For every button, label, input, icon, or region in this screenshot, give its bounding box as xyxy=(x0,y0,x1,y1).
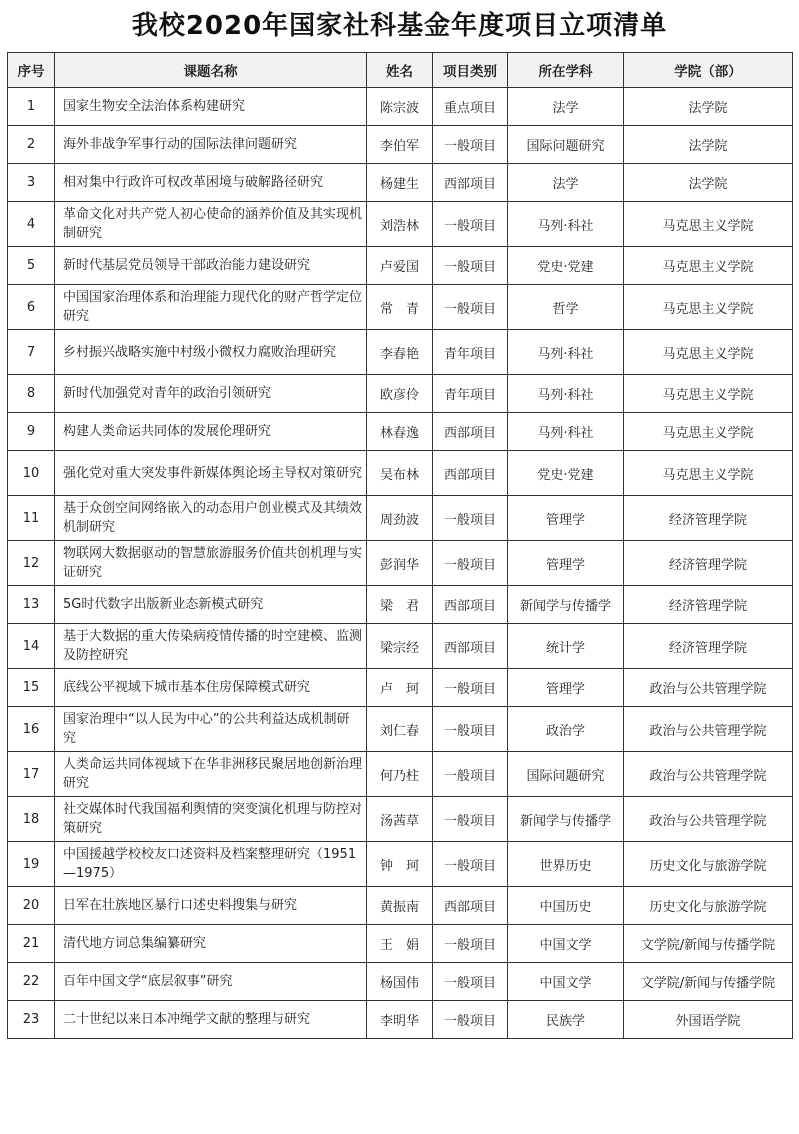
name-cell: 常 青 xyxy=(367,285,433,330)
category-cell: 西部项目 xyxy=(433,624,508,669)
serial-cell: 23 xyxy=(8,1001,55,1039)
table-row xyxy=(8,925,793,963)
college-cell: 法学院 xyxy=(624,164,793,202)
name-cell: 刘浩林 xyxy=(367,202,433,247)
table-row xyxy=(8,126,793,164)
table-row xyxy=(8,1001,793,1039)
name-cell: 杨国伟 xyxy=(367,963,433,1001)
category-cell: 西部项目 xyxy=(433,887,508,925)
name-cell: 黄振南 xyxy=(367,887,433,925)
name-cell: 陈宗波 xyxy=(367,88,433,126)
topic-cell: 日军在壮族地区暴行口述史料搜集与研究 xyxy=(55,887,367,925)
category-cell: 西部项目 xyxy=(433,451,508,496)
table-row xyxy=(8,707,793,752)
name-cell: 李明华 xyxy=(367,1001,433,1039)
college-cell: 文学院/新闻与传播学院 xyxy=(624,963,793,1001)
serial-cell: 2 xyxy=(8,126,55,164)
topic-cell: 5G时代数字出版新业态新模式研究 xyxy=(55,586,367,624)
category-cell: 西部项目 xyxy=(433,413,508,451)
topic-cell: 百年中国文学“底层叙事”研究 xyxy=(55,963,367,1001)
college-cell: 历史文化与旅游学院 xyxy=(624,887,793,925)
serial-cell: 19 xyxy=(8,842,55,887)
discipline-cell: 民族学 xyxy=(508,1001,624,1039)
discipline-cell: 马列·科社 xyxy=(508,202,624,247)
college-cell: 马克思主义学院 xyxy=(624,202,793,247)
college-cell: 政治与公共管理学院 xyxy=(624,669,793,707)
category-cell: 一般项目 xyxy=(433,707,508,752)
table-row xyxy=(8,413,793,451)
college-cell: 法学院 xyxy=(624,126,793,164)
college-cell: 政治与公共管理学院 xyxy=(624,752,793,797)
serial-cell: 15 xyxy=(8,669,55,707)
serial-cell: 21 xyxy=(8,925,55,963)
serial-cell: 22 xyxy=(8,963,55,1001)
table-row xyxy=(8,330,793,375)
table-row xyxy=(8,375,793,413)
category-cell: 青年项目 xyxy=(433,375,508,413)
name-cell: 彭润华 xyxy=(367,541,433,586)
discipline-cell: 新闻学与传播学 xyxy=(508,797,624,842)
name-cell: 李伯军 xyxy=(367,126,433,164)
college-cell: 经济管理学院 xyxy=(624,586,793,624)
college-cell: 马克思主义学院 xyxy=(624,285,793,330)
topic-cell: 中国国家治理体系和治理能力现代化的财产哲学定位研究 xyxy=(55,285,367,330)
topic-cell: 中国援越学校校友口述资料及档案整理研究（1951—1975） xyxy=(55,842,367,887)
header-category: 项目类别 xyxy=(433,53,508,88)
discipline-cell: 中国历史 xyxy=(508,887,624,925)
discipline-cell: 法学 xyxy=(508,164,624,202)
serial-cell: 12 xyxy=(8,541,55,586)
discipline-cell: 管理学 xyxy=(508,496,624,541)
category-cell: 一般项目 xyxy=(433,797,508,842)
category-cell: 一般项目 xyxy=(433,202,508,247)
serial-cell: 6 xyxy=(8,285,55,330)
college-cell: 历史文化与旅游学院 xyxy=(624,842,793,887)
table-row xyxy=(8,285,793,330)
category-cell: 一般项目 xyxy=(433,842,508,887)
serial-cell: 9 xyxy=(8,413,55,451)
serial-cell: 4 xyxy=(8,202,55,247)
table-row xyxy=(8,586,793,624)
serial-cell: 10 xyxy=(8,451,55,496)
header-name: 姓名 xyxy=(367,53,433,88)
serial-cell: 5 xyxy=(8,247,55,285)
category-cell: 一般项目 xyxy=(433,752,508,797)
page-title: 我校2020年国家社科基金年度项目立项清单 xyxy=(131,11,668,41)
topic-cell: 构建人类命运共同体的发展伦理研究 xyxy=(55,413,367,451)
name-cell: 王 娟 xyxy=(367,925,433,963)
serial-cell: 8 xyxy=(8,375,55,413)
topic-cell: 相对集中行政许可权改革困境与破解路径研究 xyxy=(55,164,367,202)
header-serial: 序号 xyxy=(8,53,55,88)
discipline-cell: 管理学 xyxy=(508,541,624,586)
category-cell: 青年项目 xyxy=(433,330,508,375)
serial-cell: 13 xyxy=(8,586,55,624)
name-cell: 梁宗经 xyxy=(367,624,433,669)
college-cell: 政治与公共管理学院 xyxy=(624,797,793,842)
college-cell: 经济管理学院 xyxy=(624,624,793,669)
serial-cell: 14 xyxy=(8,624,55,669)
topic-cell: 底线公平视域下城市基本住房保障模式研究 xyxy=(55,669,367,707)
table-row xyxy=(8,669,793,707)
discipline-cell: 政治学 xyxy=(508,707,624,752)
discipline-cell: 国际问题研究 xyxy=(508,752,624,797)
name-cell: 李春艳 xyxy=(367,330,433,375)
category-cell: 一般项目 xyxy=(433,285,508,330)
discipline-cell: 管理学 xyxy=(508,669,624,707)
name-cell: 汤茜草 xyxy=(367,797,433,842)
topic-cell: 基于大数据的重大传染病疫情传播的时空建模、监测及防控研究 xyxy=(55,624,367,669)
category-cell: 一般项目 xyxy=(433,669,508,707)
discipline-cell: 统计学 xyxy=(508,624,624,669)
table-row xyxy=(8,88,793,126)
topic-cell: 强化党对重大突发事件新媒体舆论场主导权对策研究 xyxy=(55,451,367,496)
topic-cell: 新时代基层党员领导干部政治能力建设研究 xyxy=(55,247,367,285)
discipline-cell: 马列·科社 xyxy=(508,330,624,375)
topic-cell: 二十世纪以来日本冲绳学文献的整理与研究 xyxy=(55,1001,367,1039)
table-row xyxy=(8,202,793,247)
college-cell: 政治与公共管理学院 xyxy=(624,707,793,752)
name-cell: 杨建生 xyxy=(367,164,433,202)
name-cell: 周劲波 xyxy=(367,496,433,541)
college-cell: 文学院/新闻与传播学院 xyxy=(624,925,793,963)
topic-cell: 物联网大数据驱动的智慧旅游服务价值共创机理与实证研究 xyxy=(55,541,367,586)
serial-cell: 7 xyxy=(8,330,55,375)
category-cell: 一般项目 xyxy=(433,925,508,963)
topic-cell: 基于众创空间网络嵌入的动态用户创业模式及其绩效机制研究 xyxy=(55,496,367,541)
discipline-cell: 中国文学 xyxy=(508,925,624,963)
topic-cell: 清代地方词总集编纂研究 xyxy=(55,925,367,963)
table-row xyxy=(8,541,793,586)
discipline-cell: 马列·科社 xyxy=(508,413,624,451)
table-row xyxy=(8,842,793,887)
serial-cell: 1 xyxy=(8,88,55,126)
name-cell: 钟 珂 xyxy=(367,842,433,887)
header-college: 学院（部） xyxy=(624,53,793,88)
topic-cell: 人类命运共同体视域下在华非洲移民聚居地创新治理研究 xyxy=(55,752,367,797)
serial-cell: 11 xyxy=(8,496,55,541)
discipline-cell: 马列·科社 xyxy=(508,375,624,413)
serial-cell: 17 xyxy=(8,752,55,797)
category-cell: 一般项目 xyxy=(433,541,508,586)
topic-cell: 国家生物安全法治体系构建研究 xyxy=(55,88,367,126)
discipline-cell: 中国文学 xyxy=(508,963,624,1001)
table-row xyxy=(8,164,793,202)
category-cell: 重点项目 xyxy=(433,88,508,126)
topic-cell: 乡村振兴战略实施中村级小微权力腐败治理研究 xyxy=(55,330,367,375)
discipline-cell: 哲学 xyxy=(508,285,624,330)
college-cell: 马克思主义学院 xyxy=(624,375,793,413)
name-cell: 刘仁春 xyxy=(367,707,433,752)
discipline-cell: 党史·党建 xyxy=(508,247,624,285)
table-row xyxy=(8,797,793,842)
college-cell: 马克思主义学院 xyxy=(624,330,793,375)
name-cell: 林春逸 xyxy=(367,413,433,451)
table-row xyxy=(8,247,793,285)
table-body xyxy=(8,88,793,1039)
topic-cell: 国家治理中“以人民为中心”的公共利益达成机制研究 xyxy=(55,707,367,752)
table-row xyxy=(8,624,793,669)
category-cell: 西部项目 xyxy=(433,164,508,202)
discipline-cell: 世界历史 xyxy=(508,842,624,887)
name-cell: 卢 珂 xyxy=(367,669,433,707)
college-cell: 法学院 xyxy=(624,88,793,126)
serial-cell: 18 xyxy=(8,797,55,842)
serial-cell: 3 xyxy=(8,164,55,202)
table-row xyxy=(8,752,793,797)
discipline-cell: 国际问题研究 xyxy=(508,126,624,164)
header-discipline: 所在学科 xyxy=(508,53,624,88)
college-cell: 马克思主义学院 xyxy=(624,413,793,451)
category-cell: 一般项目 xyxy=(433,496,508,541)
category-cell: 一般项目 xyxy=(433,1001,508,1039)
discipline-cell: 法学 xyxy=(508,88,624,126)
topic-cell: 社交媒体时代我国福利舆情的突变演化机理与防控对策研究 xyxy=(55,797,367,842)
name-cell: 吴布林 xyxy=(367,451,433,496)
category-cell: 一般项目 xyxy=(433,247,508,285)
topic-cell: 新时代加强党对青年的政治引领研究 xyxy=(55,375,367,413)
topic-cell: 革命文化对共产党人初心使命的涵养价值及其实现机制研究 xyxy=(55,202,367,247)
name-cell: 梁 君 xyxy=(367,586,433,624)
college-cell: 马克思主义学院 xyxy=(624,247,793,285)
name-cell: 何乃柱 xyxy=(367,752,433,797)
college-cell: 经济管理学院 xyxy=(624,496,793,541)
table-row xyxy=(8,451,793,496)
college-cell: 经济管理学院 xyxy=(624,541,793,586)
header-topic: 课题名称 xyxy=(55,53,367,88)
serial-cell: 16 xyxy=(8,707,55,752)
name-cell: 卢爱国 xyxy=(367,247,433,285)
category-cell: 西部项目 xyxy=(433,586,508,624)
college-cell: 马克思主义学院 xyxy=(624,451,793,496)
name-cell: 欧彦伶 xyxy=(367,375,433,413)
college-cell: 外国语学院 xyxy=(624,1001,793,1039)
table-row xyxy=(8,887,793,925)
topic-cell: 海外非战争军事行动的国际法律问题研究 xyxy=(55,126,367,164)
category-cell: 一般项目 xyxy=(433,126,508,164)
table-row xyxy=(8,496,793,541)
serial-cell: 20 xyxy=(8,887,55,925)
table-header-row xyxy=(8,53,793,88)
discipline-cell: 新闻学与传播学 xyxy=(508,586,624,624)
table-row xyxy=(8,963,793,1001)
discipline-cell: 党史·党建 xyxy=(508,451,624,496)
project-table xyxy=(7,52,793,1039)
category-cell: 一般项目 xyxy=(433,963,508,1001)
